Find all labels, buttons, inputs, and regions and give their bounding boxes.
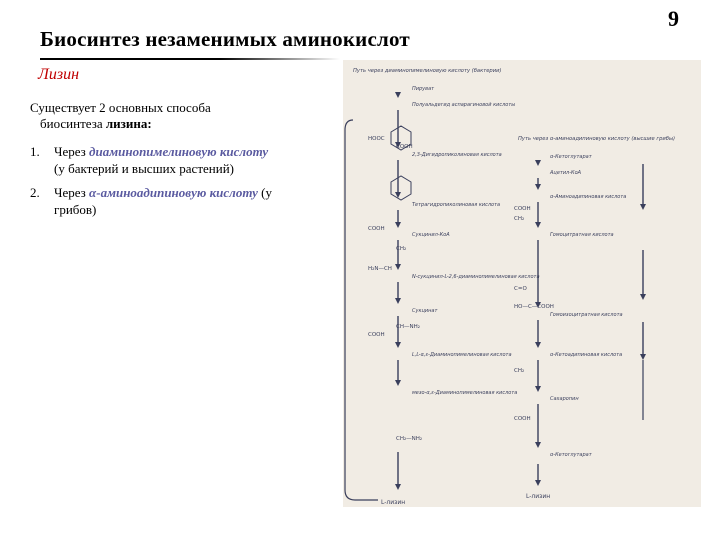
list-item-body <box>54 143 320 177</box>
list-item <box>30 143 320 177</box>
pathway-step-label: N-сукцинил-L-2,6-диаминопимелиновая кислота <box>412 274 540 280</box>
pathway-step-label: мезо-α,ε-Диаминопимелиновая кислота <box>412 390 518 396</box>
pathway-step-label: Сахаропин <box>550 396 579 402</box>
scheme-header: Путь через диаминопимелиновую кислоту (бактерии) <box>353 68 502 74</box>
list-item-suffix: (у <box>257 185 273 200</box>
pathway-step-label: 2,3-Дигидропиколиновая кислота <box>412 152 502 158</box>
formula-fragment: CH₂ <box>514 368 525 374</box>
formula-fragment: HOOC <box>368 136 385 142</box>
formula-fragment: COOH <box>514 416 531 422</box>
pathway-step-label: α-Кетоглутарат <box>550 154 592 160</box>
intro-text <box>30 100 250 132</box>
intro-line-2-bold: лизина: <box>105 116 152 131</box>
pathway-step-label: Ацетил-КоА <box>550 170 582 176</box>
pathway-step-label: α-Кетоадипиновая кислота <box>550 352 623 358</box>
pathway-step-label: Сукцинат <box>412 308 438 314</box>
intro-line-2-prefix: биосинтеза <box>40 116 106 131</box>
list-item-prefix: Через <box>54 144 90 159</box>
list-item-note: (у бактерий и высших растений) <box>54 161 234 176</box>
formula-fragment: CH₂—NH₂ <box>396 436 423 442</box>
pathway-step-label: Гомоизоцитратная кислота <box>550 312 623 318</box>
formula-fragment: COOH <box>514 206 531 212</box>
formula-fragment: HO—C—COOH <box>514 304 554 310</box>
pathway-step-label: Пируват <box>412 86 435 92</box>
pathway-step-label: L,L-α,ε-Диаминопимелиновая кислота <box>412 352 512 358</box>
intro-line-2 <box>30 116 250 132</box>
pathway-step-label: Тетрагидропиколиновая кислота <box>412 202 501 208</box>
list-item-term: диаминопимелиновую кислоту <box>89 144 269 159</box>
pathway-product: L-лизин <box>381 499 406 506</box>
formula-fragment: H₂N—CH <box>368 266 392 272</box>
pathway-step-label: Полуальдегид аспарагиновой кислоты <box>412 102 516 108</box>
scheme-header: Путь через α-аминоадипиновую кислоту (высшие грибы) <box>518 136 676 142</box>
formula-fragment: C=O <box>514 286 527 292</box>
list-item-number: 2. <box>30 185 40 200</box>
pathway-step-label: Гомоцитратная кислота <box>550 232 614 238</box>
formula-fragment: CH₂ <box>396 246 407 252</box>
list-item-number: 1. <box>30 144 40 159</box>
list-item <box>30 184 320 218</box>
slide-title: Биосинтез незаменимых аминокислот <box>40 27 410 51</box>
formula-fragment: COOH <box>368 332 385 338</box>
slide-subtitle: Лизин <box>38 66 80 83</box>
list-item-note: грибов) <box>54 202 97 217</box>
formula-fragment: COOH <box>368 226 385 232</box>
pathway-step-label: α-Аминоадипиновая кислота <box>550 194 627 200</box>
formula-fragment: COOH <box>396 144 413 150</box>
intro-line-1: Существует 2 основных способа <box>30 100 211 115</box>
page-number: 9 <box>668 6 679 31</box>
pathway-step-label: Сукцинил-КоА <box>412 232 450 238</box>
formula-fragment: CH—NH₂ <box>396 324 420 330</box>
list-item-prefix: Через <box>54 185 90 200</box>
list-item-body <box>54 184 320 218</box>
lysine-biosynthesis-scheme <box>343 60 701 507</box>
formula-fragment: CH₂ <box>514 216 525 222</box>
list-item-term: α-аминоадипиновую кислоту <box>89 185 258 200</box>
pathway-step-label: α-Кетоглутарат <box>550 452 592 458</box>
title-underline <box>40 58 340 60</box>
pathway-product: L-лизин <box>526 493 551 500</box>
